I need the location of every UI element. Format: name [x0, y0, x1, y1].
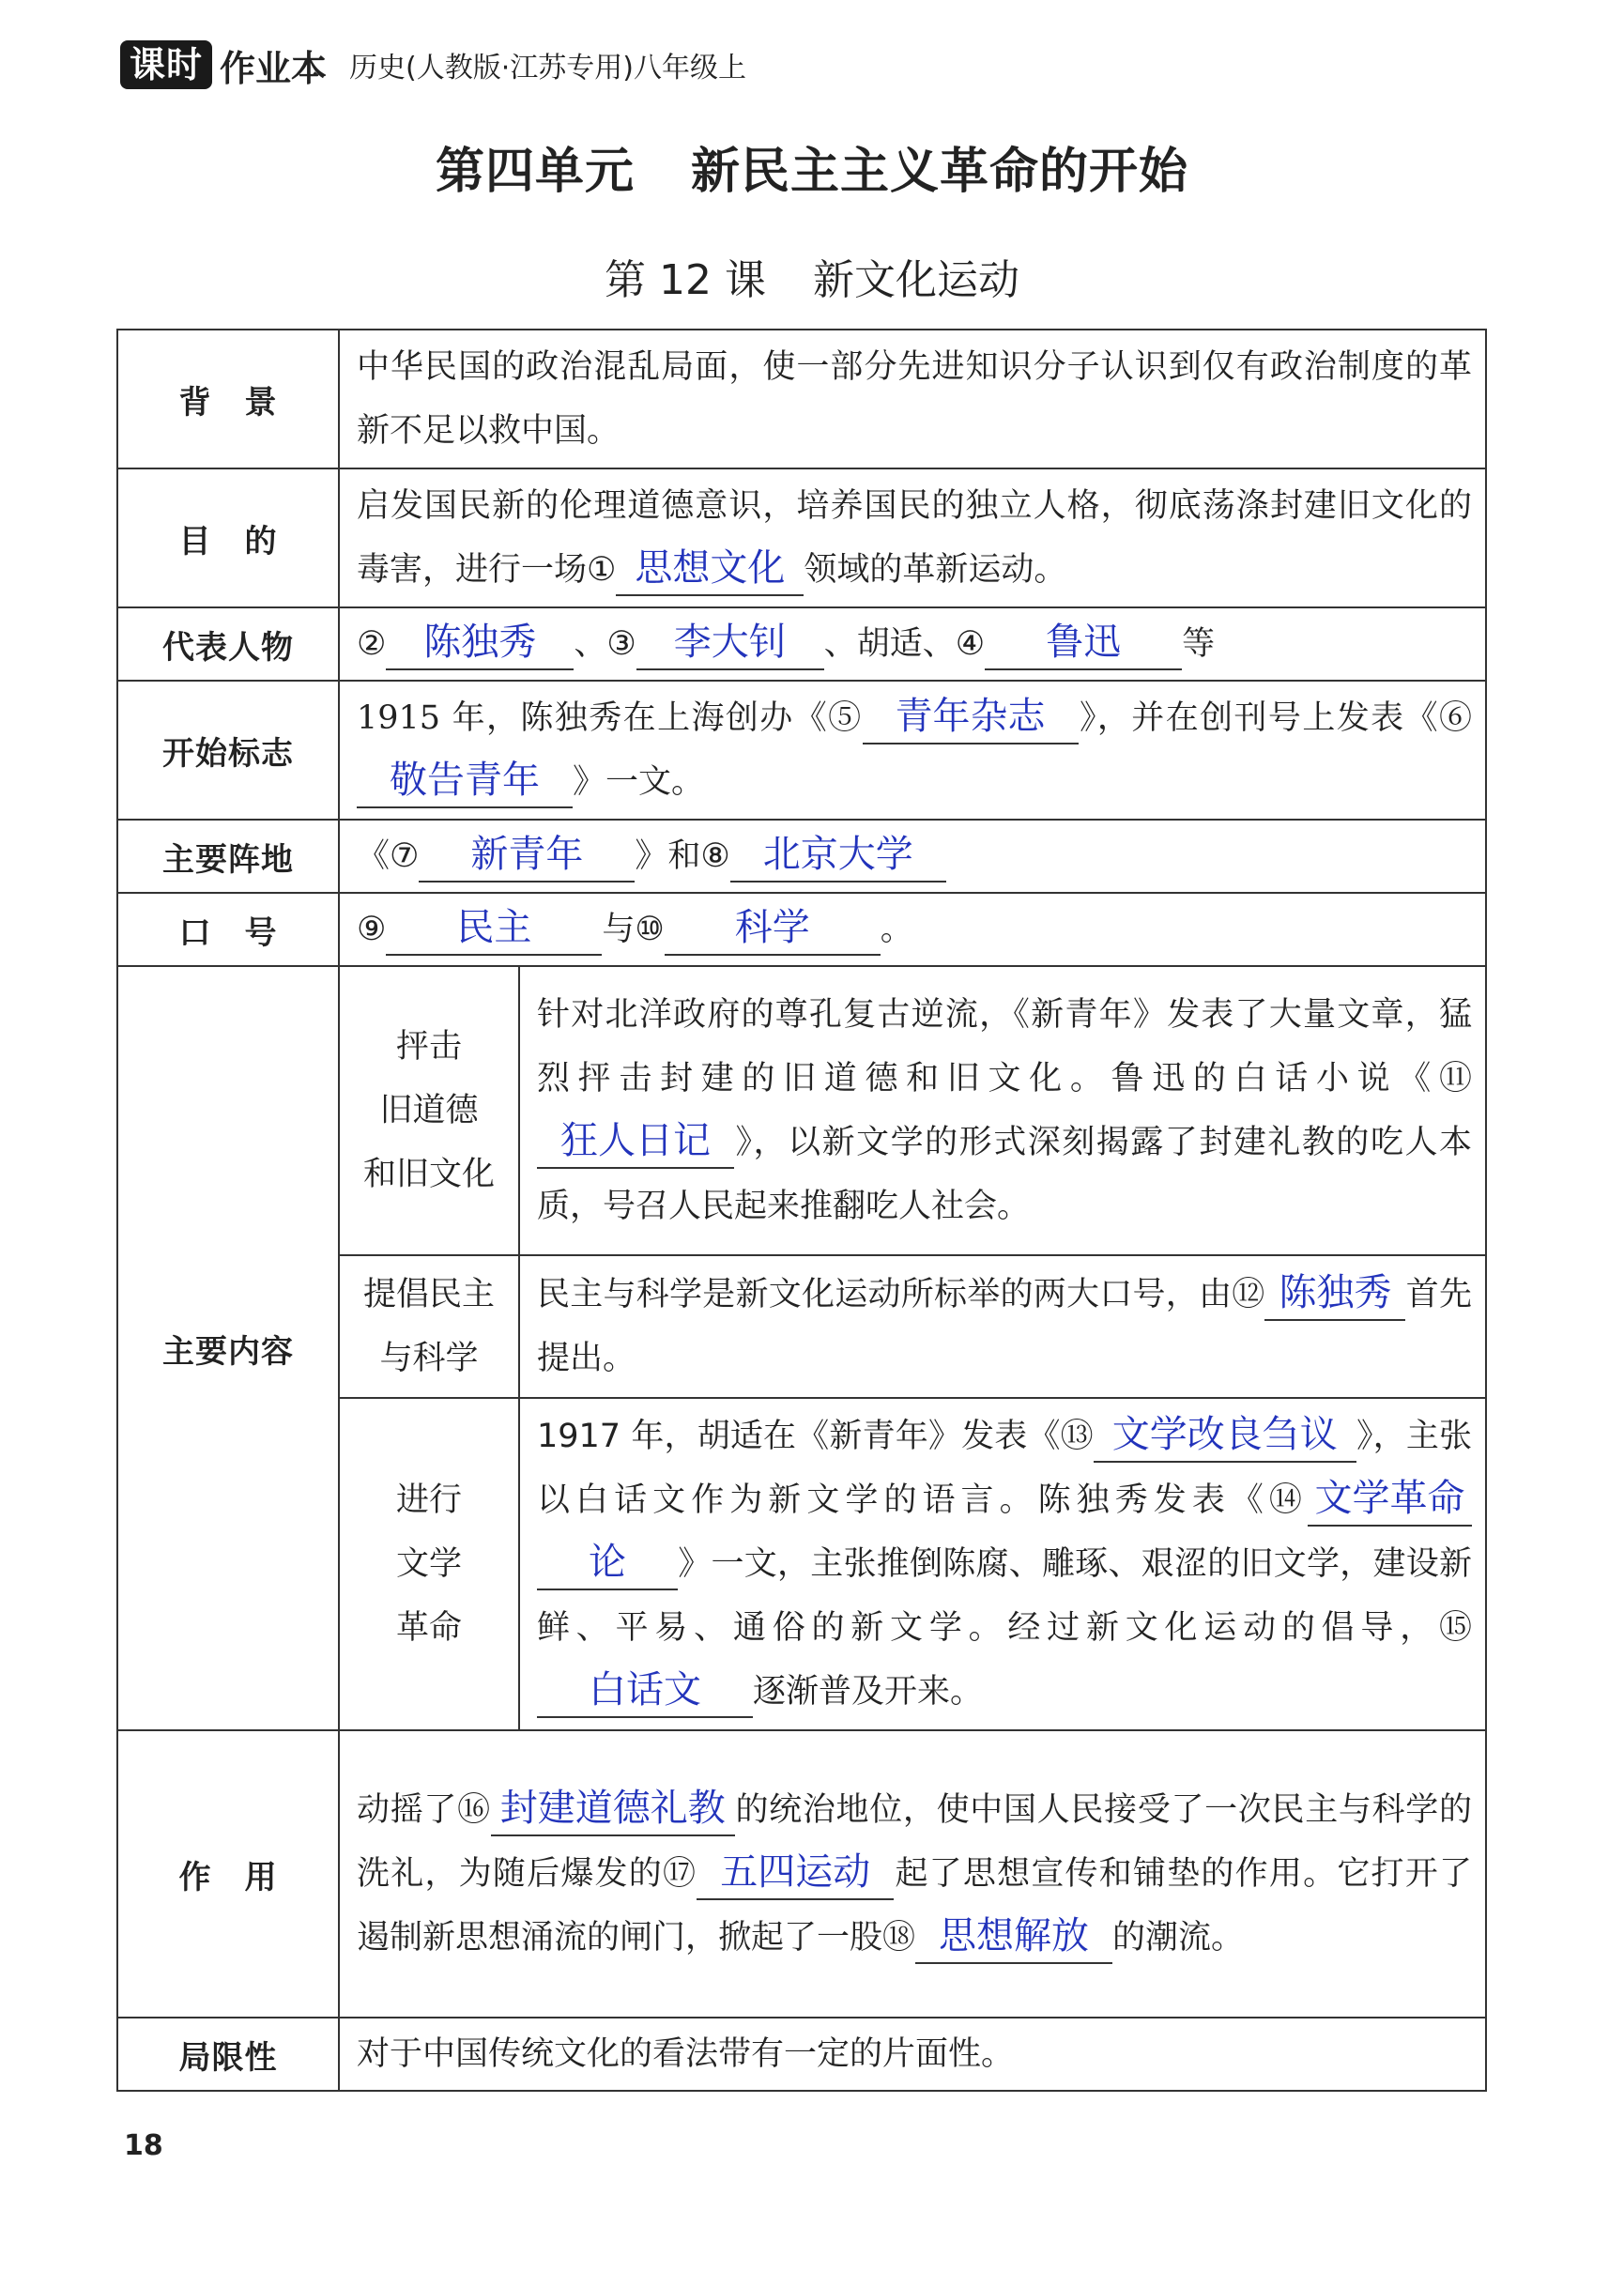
answer-blank-4[interactable]: 鲁迅: [985, 616, 1182, 670]
row-label-background: 背 景: [117, 330, 339, 468]
answer-blank-5[interactable]: 青年杂志: [863, 690, 1079, 744]
answer-blank-6[interactable]: 敬告青年: [357, 754, 573, 808]
answer-blank-15[interactable]: 白话文: [537, 1664, 753, 1718]
limitation-text: 对于中国传统文化的看法带有一定的片面性。: [339, 2018, 1486, 2091]
lesson-name: 新文化运动: [812, 256, 1019, 304]
answer-blank-1[interactable]: 思想文化: [616, 542, 804, 596]
answer-blank-14b[interactable]: 论: [537, 1536, 678, 1590]
table-row: [117, 2018, 1486, 2091]
table-row: [117, 893, 1486, 966]
unit-number: 第四单元: [435, 144, 635, 200]
answer-blank-16[interactable]: 封建道德礼教: [491, 1782, 735, 1836]
background-text: 中华民国的政治混乱局面，使一部分先进知识分子认识到仅有政治制度的革新不足以救中国。: [339, 330, 1486, 468]
table-row: [117, 966, 1486, 1255]
brand-text: 作业本: [220, 47, 328, 89]
answer-blank-9[interactable]: 民主: [386, 901, 602, 956]
unit-name: 新民主主义革命的开始: [691, 144, 1189, 200]
row-label-figures: 代表人物: [117, 607, 339, 681]
answer-blank-10[interactable]: 科学: [665, 901, 881, 956]
effect-text: 动摇了⑯ 封建道德礼教 的统治地位，使中国人民接受了一次民主与科学的洗礼，为随后爆发的⑰ 五四运动 起了思想宣传和铺垫的作用。它打开了遏制新思想涌流的闸门，掀起了一股⑱ 思想解放 的潮流。: [339, 1730, 1486, 2018]
purpose-text: 启发国民新的伦理道德意识，培养国民的独立人格，彻底荡涤封建旧文化的毒害，进行一场① 思想文化 领域的革新运动。: [339, 468, 1486, 607]
table-row: [117, 1730, 1486, 2018]
row-label-base: 主要阵地: [117, 820, 339, 893]
row-label-slogan: 口 号: [117, 893, 339, 966]
slogan-text: ⑨ 民主 与⑩ 科学 。: [339, 893, 1486, 966]
answer-blank-3[interactable]: 李大钊: [636, 616, 824, 670]
answer-blank-18[interactable]: 思想解放: [915, 1910, 1112, 1964]
answer-blank-7[interactable]: 新青年: [419, 828, 635, 883]
table-row: [117, 820, 1486, 893]
row-label-purpose: 目 的: [117, 468, 339, 607]
answer-blank-14a[interactable]: 文学革命: [1308, 1472, 1472, 1527]
table-row: [117, 607, 1486, 681]
table-row: [117, 330, 1486, 468]
brand-logo: 课时: [120, 40, 212, 89]
summary-table: [116, 329, 1487, 2092]
row-label-start: 开始标志: [117, 681, 339, 820]
answer-blank-17[interactable]: 五四运动: [697, 1846, 894, 1900]
answer-blank-11[interactable]: 狂人日记: [537, 1114, 734, 1169]
row-label-effect: 作 用: [117, 1730, 339, 2018]
page-header: [120, 38, 746, 92]
base-text: 《⑦ 新青年 》和⑧ 北京大学: [339, 820, 1486, 893]
sublabel-advocate: 提倡民主 与科学: [339, 1255, 519, 1398]
row-label-limitation: 局限性: [117, 2018, 339, 2091]
lesson-number: 第 12 课: [605, 256, 766, 304]
answer-blank-12[interactable]: 陈独秀: [1264, 1266, 1405, 1321]
row-label-content: 主要内容: [117, 966, 339, 1730]
answer-blank-8[interactable]: 北京大学: [730, 828, 946, 883]
advocate-text: 民主与科学是新文化运动所标举的两大口号，由⑫ 陈独秀 首先提出。: [519, 1255, 1486, 1398]
attack-text: 针对北洋政府的尊孔复古逆流，《新青年》发表了大量文章，猛烈抨击封建的旧道德和旧文化。鲁迅的白话小说《⑪狂人日记 》，以新文学的形式深刻揭露了封建礼教的吃人本质，号召人民起来推翻吃人社会。: [519, 966, 1486, 1255]
table-row: [117, 681, 1486, 820]
subject-line: 历史(人教版·江苏专用)八年级上: [349, 52, 746, 84]
unit-title: [0, 131, 1624, 202]
sublabel-literature: 进行 文学 革命: [339, 1398, 519, 1730]
lesson-title: [0, 246, 1624, 306]
table-row: [117, 468, 1486, 607]
page-number: 18: [124, 2129, 163, 2162]
sublabel-attack: 抨击 旧道德 和旧文化: [339, 966, 519, 1255]
start-text: 1915 年，陈独秀在上海创办《⑤ 青年杂志 》，并在创刊号上发表《⑥敬告青年 》一文。: [339, 681, 1486, 820]
literature-text: 1917 年，胡适在《新青年》发表《⑬ 文学改良刍议 》，主张以白话文作为新文学的语言。陈独秀发表《⑭ 文学革命论 》一文，主张推倒陈腐、雕琢、艰涩的旧文学，建设新鲜、平易、通俗的新文学。经过新文化运动的倡导，⑮白话文 逐渐普及开来。: [519, 1398, 1486, 1730]
answer-blank-13[interactable]: 文学改良刍议: [1094, 1408, 1356, 1463]
answer-blank-2[interactable]: 陈独秀: [386, 616, 574, 670]
figures-text: ② 陈独秀 、③ 李大钊 、胡适、④ 鲁迅 等: [339, 607, 1486, 681]
